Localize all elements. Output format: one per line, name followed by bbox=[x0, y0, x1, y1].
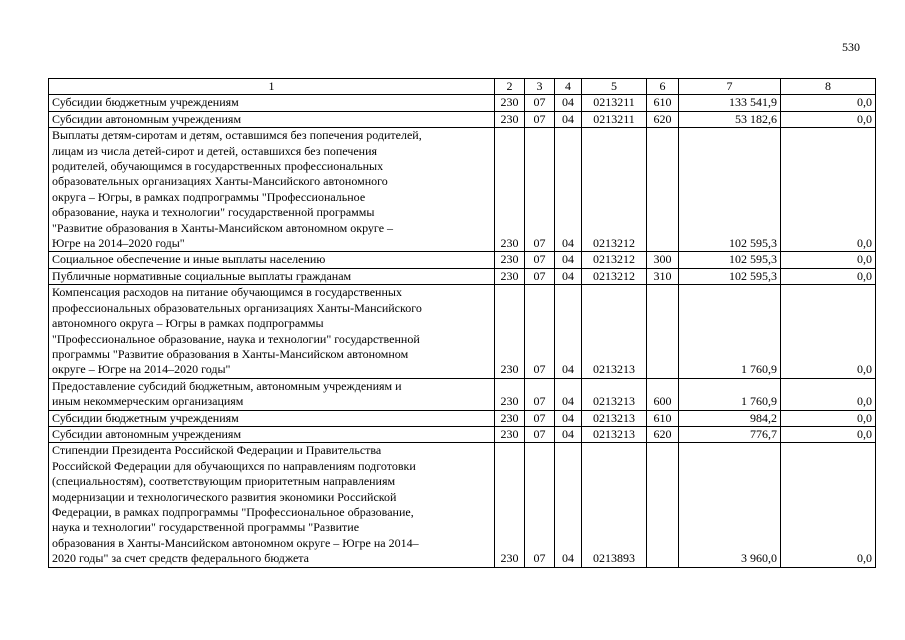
row-name-line: Субсидии бюджетным учреждениям bbox=[52, 95, 239, 110]
code-5-cell: 0213213 bbox=[582, 378, 647, 410]
amount-2-cell: 0,0 bbox=[781, 285, 876, 378]
amount-cell: 102 595,3 bbox=[679, 268, 781, 284]
amount-cell: 102 595,3 bbox=[679, 128, 781, 252]
row-name-line: Предоставление субсидий бюджетным, автономным учреждениям и bbox=[52, 378, 402, 393]
code-2-cell: 230 bbox=[495, 285, 525, 378]
row-name-cell bbox=[49, 111, 495, 127]
column-header: 2 bbox=[495, 79, 525, 95]
amount-2-cell: 0,0 bbox=[781, 443, 876, 567]
code-3-cell: 07 bbox=[525, 268, 555, 284]
row-name-line: образование, наука и технологии" государственной программы bbox=[52, 205, 375, 220]
row-name-line: "Развитие образования в Ханты-Мансийском автономном округе – bbox=[52, 220, 394, 235]
row-name-line: автономного округа – Югры в рамках подпрограммы bbox=[52, 316, 324, 331]
code-3-cell: 07 bbox=[525, 443, 555, 567]
amount-2-cell: 0,0 bbox=[781, 128, 876, 252]
code-5-cell: 0213211 bbox=[582, 111, 647, 127]
table-row bbox=[49, 252, 876, 268]
row-name-cell bbox=[49, 410, 495, 426]
row-name-line: наука и технологии" государственной программы "Развитие bbox=[52, 520, 360, 535]
row-name-line: "Профессиональное образование, наука и технологии" государственной bbox=[52, 331, 420, 346]
header-row bbox=[49, 79, 876, 95]
amount-cell: 984,2 bbox=[679, 410, 781, 426]
row-name-line: программы "Развитие образования в Ханты-Мансийском автономном bbox=[52, 346, 409, 361]
code-4-cell: 04 bbox=[555, 268, 582, 284]
code-3-cell: 07 bbox=[525, 410, 555, 426]
code-3-cell: 07 bbox=[525, 285, 555, 378]
code-5-cell: 0213212 bbox=[582, 128, 647, 252]
code-6-cell bbox=[647, 128, 679, 252]
row-name-line: профессиональных образовательных организациях Ханты-Мансийского bbox=[52, 300, 422, 315]
code-6-cell: 300 bbox=[647, 252, 679, 268]
table-row bbox=[49, 410, 876, 426]
code-4-cell: 04 bbox=[555, 410, 582, 426]
row-name-line: Публичные нормативные социальные выплаты гражданам bbox=[52, 268, 352, 283]
amount-cell: 1 760,9 bbox=[679, 378, 781, 410]
column-header: 7 bbox=[679, 79, 781, 95]
code-6-cell: 610 bbox=[647, 95, 679, 111]
code-4-cell: 04 bbox=[555, 426, 582, 442]
amount-cell: 776,7 bbox=[679, 426, 781, 442]
row-name-cell bbox=[49, 426, 495, 442]
table-row bbox=[49, 378, 876, 410]
column-header: 5 bbox=[582, 79, 647, 95]
row-name-line: Югре на 2014–2020 годы" bbox=[52, 236, 185, 251]
row-name-line: Стипендии Президента Российской Федерации и Правительства bbox=[52, 443, 382, 458]
amount-cell: 1 760,9 bbox=[679, 285, 781, 378]
code-5-cell: 0213211 bbox=[582, 95, 647, 111]
code-6-cell: 310 bbox=[647, 268, 679, 284]
code-6-cell: 600 bbox=[647, 378, 679, 410]
code-3-cell: 07 bbox=[525, 128, 555, 252]
amount-2-cell: 0,0 bbox=[781, 410, 876, 426]
table-body bbox=[49, 95, 876, 567]
amount-cell: 53 182,6 bbox=[679, 111, 781, 127]
code-5-cell: 0213213 bbox=[582, 285, 647, 378]
code-2-cell: 230 bbox=[495, 378, 525, 410]
code-3-cell: 07 bbox=[525, 378, 555, 410]
code-3-cell: 07 bbox=[525, 95, 555, 111]
code-2-cell: 230 bbox=[495, 95, 525, 111]
row-name-line: Российской Федерации для обучающихся по направлениям подготовки bbox=[52, 458, 416, 473]
code-6-cell: 610 bbox=[647, 410, 679, 426]
code-4-cell: 04 bbox=[555, 378, 582, 410]
table-row bbox=[49, 95, 876, 111]
code-3-cell: 07 bbox=[525, 426, 555, 442]
code-4-cell: 04 bbox=[555, 443, 582, 567]
code-2-cell: 230 bbox=[495, 252, 525, 268]
amount-2-cell: 0,0 bbox=[781, 95, 876, 111]
row-name-cell bbox=[49, 268, 495, 284]
row-name-line: родителей, обучающимся в государственных профессиональных bbox=[52, 159, 384, 174]
row-name-cell bbox=[49, 443, 495, 567]
code-5-cell: 0213893 bbox=[582, 443, 647, 567]
column-header: 1 bbox=[49, 79, 495, 95]
row-name-cell bbox=[49, 128, 495, 252]
row-name-cell bbox=[49, 285, 495, 378]
row-name-line: лицам из числа детей-сирот и детей, оставшихся без попечения bbox=[52, 143, 378, 158]
code-5-cell: 0213212 bbox=[582, 252, 647, 268]
row-name-cell bbox=[49, 95, 495, 111]
row-name-line: иным некоммерческим организациям bbox=[52, 394, 244, 409]
table-row bbox=[49, 128, 876, 252]
column-header: 3 bbox=[525, 79, 555, 95]
code-4-cell: 04 bbox=[555, 128, 582, 252]
amount-cell: 3 960,0 bbox=[679, 443, 781, 567]
table-row bbox=[49, 268, 876, 284]
code-2-cell: 230 bbox=[495, 426, 525, 442]
code-6-cell: 620 bbox=[647, 426, 679, 442]
column-header: 8 bbox=[781, 79, 876, 95]
row-name-line: 2020 годы" за счет средств федерального бюджета bbox=[52, 551, 309, 566]
code-5-cell: 0213213 bbox=[582, 410, 647, 426]
code-4-cell: 04 bbox=[555, 95, 582, 111]
row-name-line: округе – Югре на 2014–2020 годы" bbox=[52, 362, 231, 377]
amount-cell: 133 541,9 bbox=[679, 95, 781, 111]
code-2-cell: 230 bbox=[495, 111, 525, 127]
code-2-cell: 230 bbox=[495, 128, 525, 252]
code-5-cell: 0213213 bbox=[582, 426, 647, 442]
code-4-cell: 04 bbox=[555, 285, 582, 378]
row-name-cell bbox=[49, 378, 495, 410]
table-row bbox=[49, 443, 876, 567]
code-4-cell: 04 bbox=[555, 111, 582, 127]
row-name-line: Компенсация расходов на питание обучающимся в государственных bbox=[52, 285, 402, 300]
amount-2-cell: 0,0 bbox=[781, 426, 876, 442]
row-name-line: Субсидии автономным учреждениям bbox=[52, 111, 242, 126]
row-name-line: образования в Ханты-Мансийском автономном округе – Югре на 2014– bbox=[52, 535, 419, 550]
amount-2-cell: 0,0 bbox=[781, 252, 876, 268]
column-header: 6 bbox=[647, 79, 679, 95]
page-number: 530 bbox=[842, 40, 860, 54]
row-name-line: Субсидии автономным учреждениям bbox=[52, 426, 242, 441]
code-4-cell: 04 bbox=[555, 252, 582, 268]
code-5-cell: 0213212 bbox=[582, 268, 647, 284]
table-row bbox=[49, 111, 876, 127]
code-3-cell: 07 bbox=[525, 252, 555, 268]
code-6-cell: 620 bbox=[647, 111, 679, 127]
amount-2-cell: 0,0 bbox=[781, 378, 876, 410]
amount-cell: 102 595,3 bbox=[679, 252, 781, 268]
row-name-line: Социальное обеспечение и иные выплаты населению bbox=[52, 252, 326, 267]
amount-2-cell: 0,0 bbox=[781, 111, 876, 127]
code-2-cell: 230 bbox=[495, 268, 525, 284]
column-header: 4 bbox=[555, 79, 582, 95]
table-row bbox=[49, 426, 876, 442]
row-name-line: Субсидии бюджетным учреждениям bbox=[52, 410, 239, 425]
code-2-cell: 230 bbox=[495, 443, 525, 567]
row-name-cell bbox=[49, 252, 495, 268]
code-3-cell: 07 bbox=[525, 111, 555, 127]
table-row bbox=[49, 285, 876, 378]
row-name-line: образовательных организациях Ханты-Мансийского автономного bbox=[52, 174, 388, 189]
code-6-cell bbox=[647, 285, 679, 378]
code-6-cell bbox=[647, 443, 679, 567]
amount-2-cell: 0,0 bbox=[781, 268, 876, 284]
budget-table bbox=[48, 78, 876, 568]
row-name-line: модернизации и технологического развития экономики Российской bbox=[52, 489, 397, 504]
row-name-line: Выплаты детям-сиротам и детям, оставшимся без попечения родителей, bbox=[52, 128, 422, 143]
row-name-line: (специальностям), соответствующим приоритетным направлениям bbox=[52, 474, 396, 489]
row-name-line: округа – Югры, в рамках подпрограммы "Профессиональное bbox=[52, 189, 366, 204]
code-2-cell: 230 bbox=[495, 410, 525, 426]
row-name-line: Федерации, в рамках подпрограммы "Профессиональное образование, bbox=[52, 504, 414, 519]
